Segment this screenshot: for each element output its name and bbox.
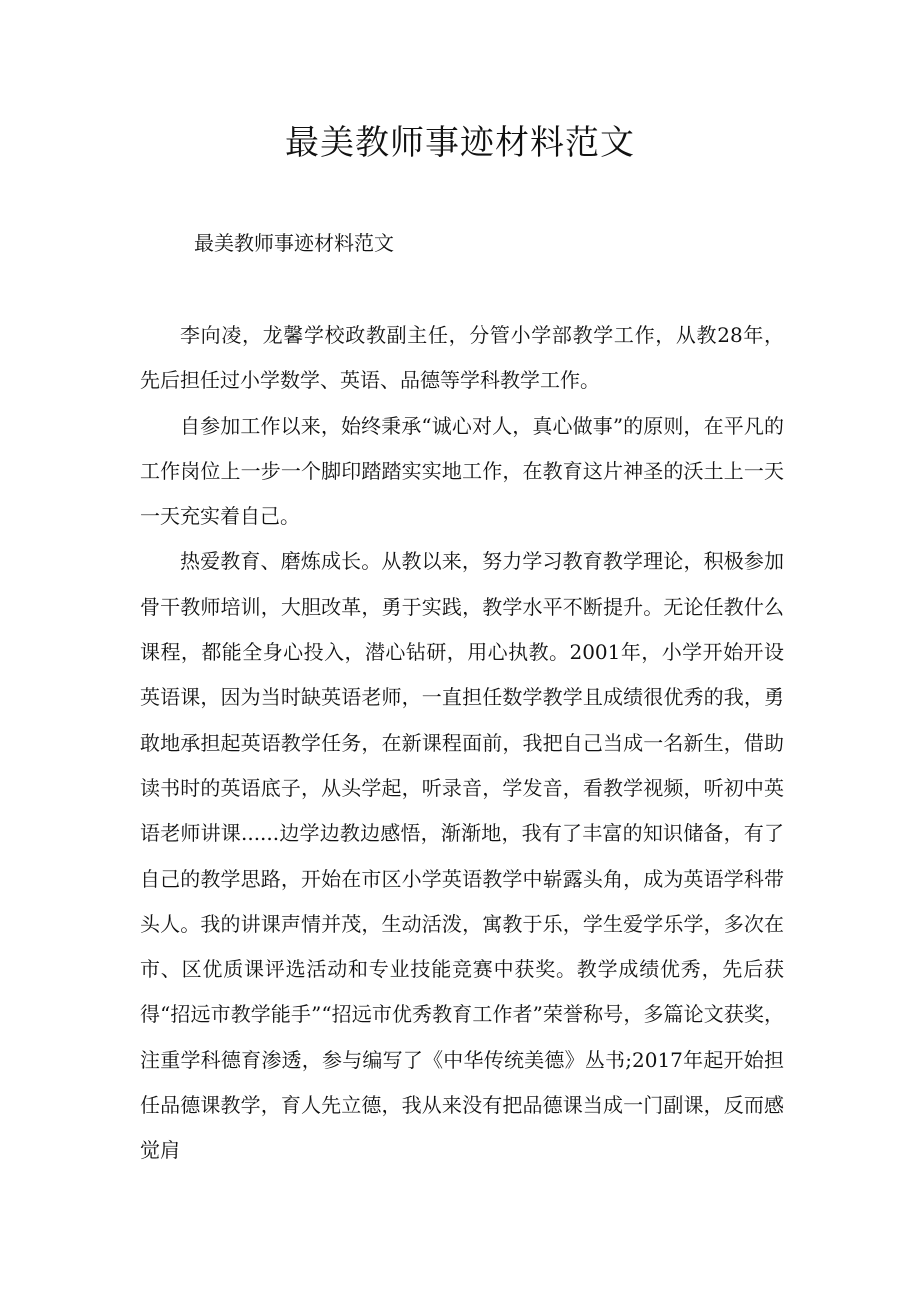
paragraph: 热爱教育、磨炼成长。从教以来，努力学习教育教学理论，积极参加骨干教师培训，大胆改革，勇于实践，教学水平不断提升。无论任教什么课程，都能全身心投入，潜心钻研，用心执教。2001年，小学开始开设英语课，因为当时缺英语老师，一直担任数学教学且成绩很优秀的我，勇敢地承担起英语教学任务，在新课程面前，我把自己当成一名新生，借助读书时的英语底子，从头学起，听录音，学发音，看教学视频，听初中英语老师讲课......边学边教边感悟，渐渐地，我有了丰富的知识储备，有了自己的教学思路，开始在市区小学英语教学中崭露头角，成为英语学科带头人。我的讲课声情并茂，生动活泼，寓教于乐，学生爱学乐学，多次在市、区优质课评选活动和专业技能竞赛中获奖。教学成绩优秀，先后获得“招远市教学能手”“招远市优秀教育工作者”荣誉称号，多篇论文获奖，注重学科德育渗透，参与编写了《中华传统美德》丛书;2017年起开始担任品德课教学，育人先立德，我从来没有把品德课当成一门副课，反而感觉肩 (140, 549, 784, 1163)
paragraph: 李向凌，龙馨学校政教副主任，分管小学部教学工作，从教28年，先后担任过小学数学、英语、品德等学科教学工作。 (140, 323, 784, 393)
document-title: 最美教师事迹材料范文 (285, 123, 635, 163)
paragraph: 自参加工作以来，始终秉承“诚心对人，真心做事”的原则，在平凡的工作岗位上一步一个脚印踏踏实实地工作，在教育这片神圣的沃土上一天一天充实着自己。 (140, 413, 784, 529)
document-subtitle: 最美教师事迹材料范文 (194, 231, 394, 255)
document-body (140, 313, 784, 1174)
